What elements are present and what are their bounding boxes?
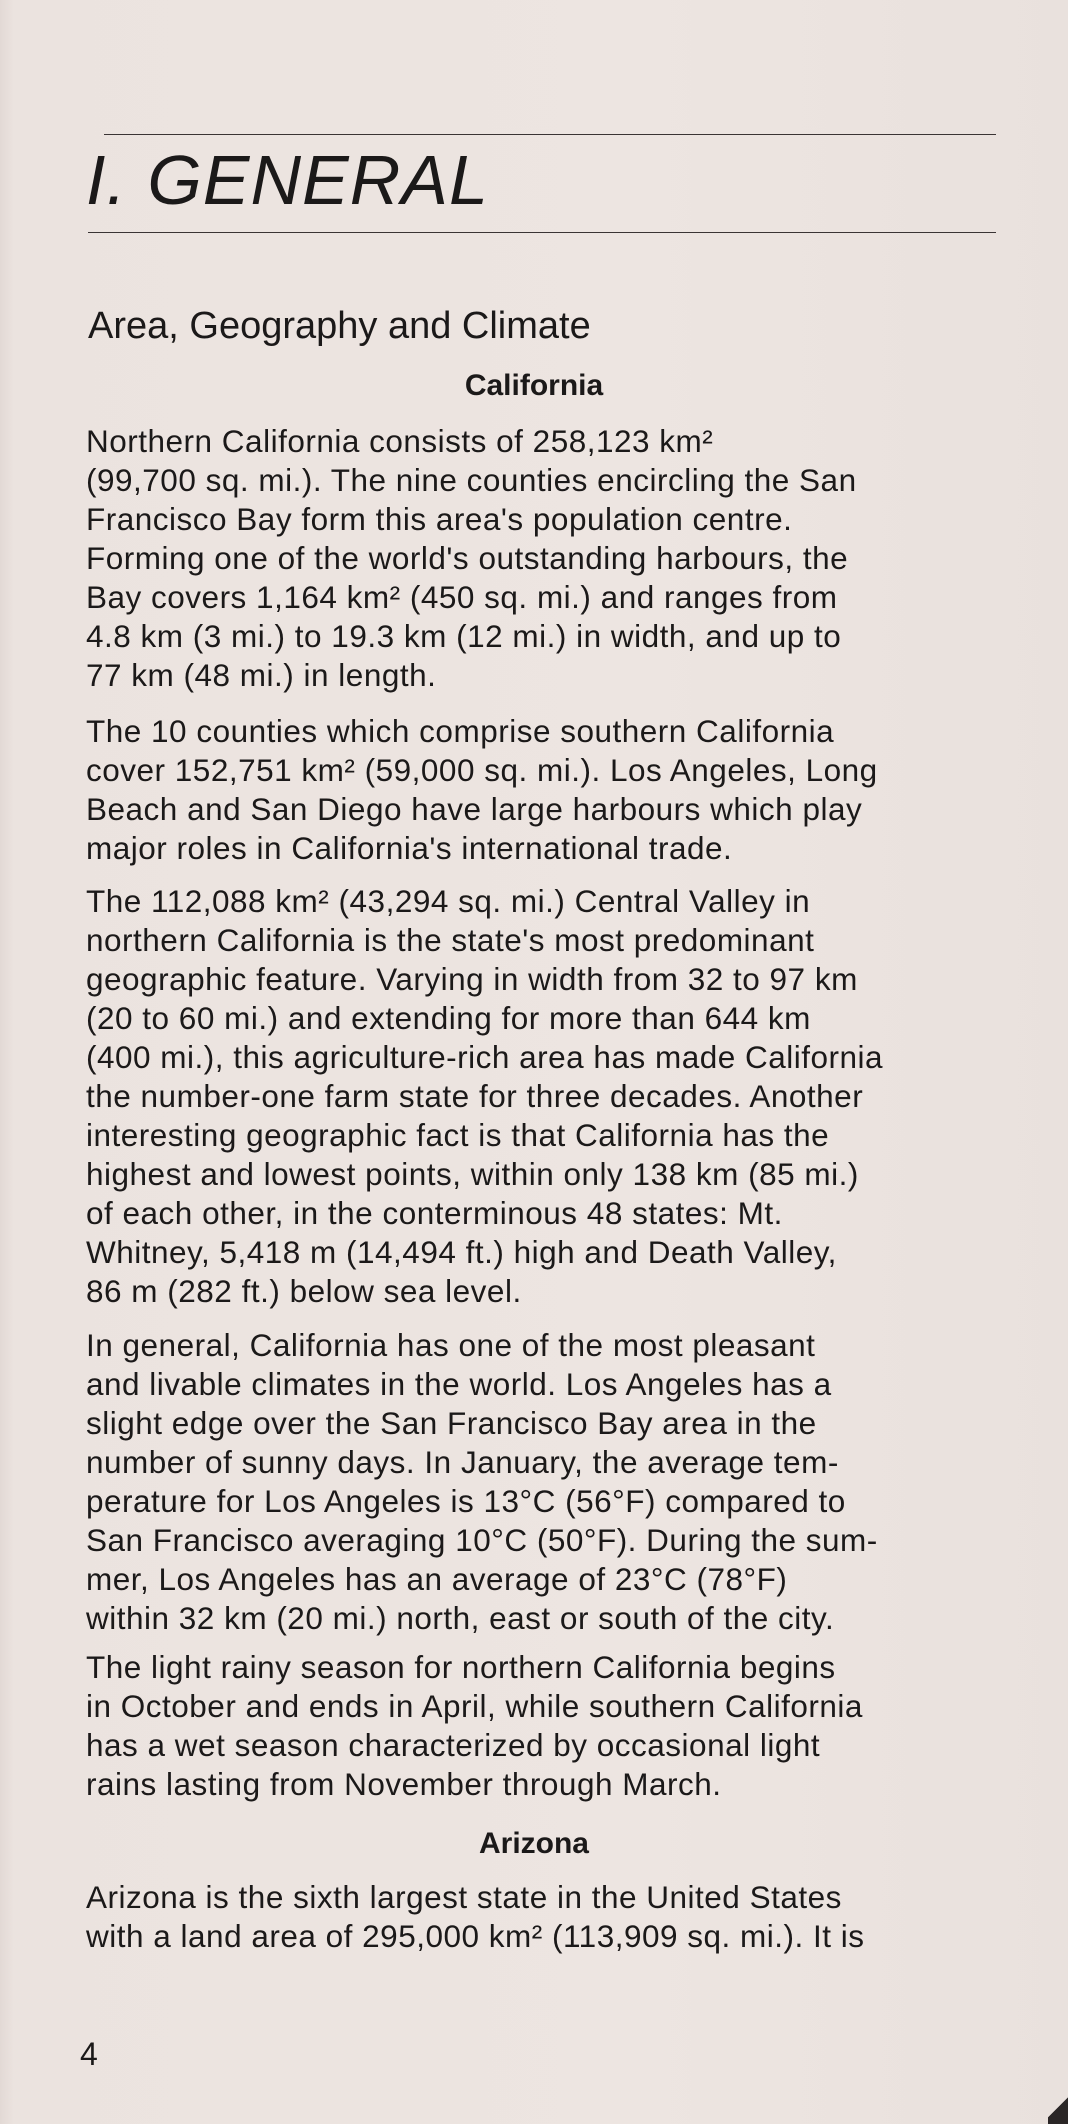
text-line: Forming one of the world's outstanding harbours, the xyxy=(86,540,849,576)
text-line: perature for Los Angeles is 13°C (56°F) compared to xyxy=(86,1483,846,1519)
text-line: mer, Los Angeles has an average of 23°C (78°F) xyxy=(86,1561,788,1597)
text-line: (20 to 60 mi.) and extending for more than 644 km xyxy=(86,1000,811,1036)
text-line: slight edge over the San Francisco Bay area in the xyxy=(86,1405,817,1441)
page-number: 4 xyxy=(80,2036,98,2072)
text-line: of each other, in the conterminous 48 states: Mt. xyxy=(86,1195,783,1231)
text-line: number of sunny days. In January, the average tem- xyxy=(86,1444,839,1480)
title-rule-top xyxy=(104,134,996,135)
text-line: Northern California consists of 258,123 km² xyxy=(86,423,714,459)
text-line: highest and lowest points, within only 138 km (85 mi.) xyxy=(86,1156,859,1192)
text-line: in October and ends in April, while southern California xyxy=(86,1688,863,1724)
text-line: 4.8 km (3 mi.) to 19.3 km (12 mi.) in width, and up to xyxy=(86,618,842,654)
text-line: Arizona is the sixth largest state in the United States xyxy=(86,1879,842,1915)
text-line: 77 km (48 mi.) in length. xyxy=(86,657,437,693)
text-line: the number-one farm state for three decades. Another xyxy=(86,1078,864,1114)
text-line: Whitney, 5,418 m (14,494 ft.) high and Death Valley, xyxy=(86,1234,837,1270)
california-paragraph-1 xyxy=(86,422,857,695)
text-line: Francisco Bay form this area's population centre. xyxy=(86,501,793,537)
text-line: 86 m (282 ft.) below sea level. xyxy=(86,1273,522,1309)
text-line: The light rainy season for northern California begins xyxy=(86,1649,836,1685)
text-line: within 32 km (20 mi.) north, east or south of the city. xyxy=(86,1600,835,1636)
text-line: and livable climates in the world. Los Angeles has a xyxy=(86,1366,832,1402)
text-line: rains lasting from November through March. xyxy=(86,1766,722,1802)
california-heading: California xyxy=(464,369,604,402)
california-paragraph-2 xyxy=(86,712,878,868)
arizona-heading: Arizona xyxy=(478,1827,589,1860)
text-line: The 10 counties which comprise southern California xyxy=(86,713,835,749)
page-corner-edge xyxy=(1048,2084,1068,2124)
text-line: has a wet season characterized by occasional light xyxy=(86,1727,821,1763)
text-line: Beach and San Diego have large harbours which play xyxy=(86,791,863,827)
text-line: (99,700 sq. mi.). The nine counties encircling the San xyxy=(86,462,857,498)
text-line: interesting geographic fact is that California has the xyxy=(86,1117,830,1153)
text-line: geographic feature. Varying in width from 32 to 97 km xyxy=(86,961,858,997)
text-line: Bay covers 1,164 km² (450 sq. mi.) and ranges from xyxy=(86,579,838,615)
california-paragraph-3 xyxy=(86,882,883,1311)
chapter-title: I. GENERAL xyxy=(86,141,489,219)
california-paragraph-4 xyxy=(86,1326,878,1638)
california-paragraph-5 xyxy=(86,1648,863,1804)
text-line: major roles in California's international trade. xyxy=(86,830,733,866)
text-line: In general, California has one of the most pleasant xyxy=(86,1327,816,1363)
arizona-paragraph-1 xyxy=(86,1878,865,1956)
section-heading: Area, Geography and Climate xyxy=(88,305,591,347)
text-line: The 112,088 km² (43,294 sq. mi.) Central Valley in xyxy=(86,883,811,919)
text-line: cover 152,751 km² (59,000 sq. mi.). Los Angeles, Long xyxy=(86,752,878,788)
text-line: with a land area of 295,000 km² (113,909 sq. mi.). It is xyxy=(86,1918,865,1954)
text-line: San Francisco averaging 10°C (50°F). During the sum- xyxy=(86,1522,878,1558)
text-line: (400 mi.), this agriculture-rich area has made California xyxy=(86,1039,884,1075)
title-rule-bottom xyxy=(88,232,996,233)
text-line: northern California is the state's most predominant xyxy=(86,922,815,958)
